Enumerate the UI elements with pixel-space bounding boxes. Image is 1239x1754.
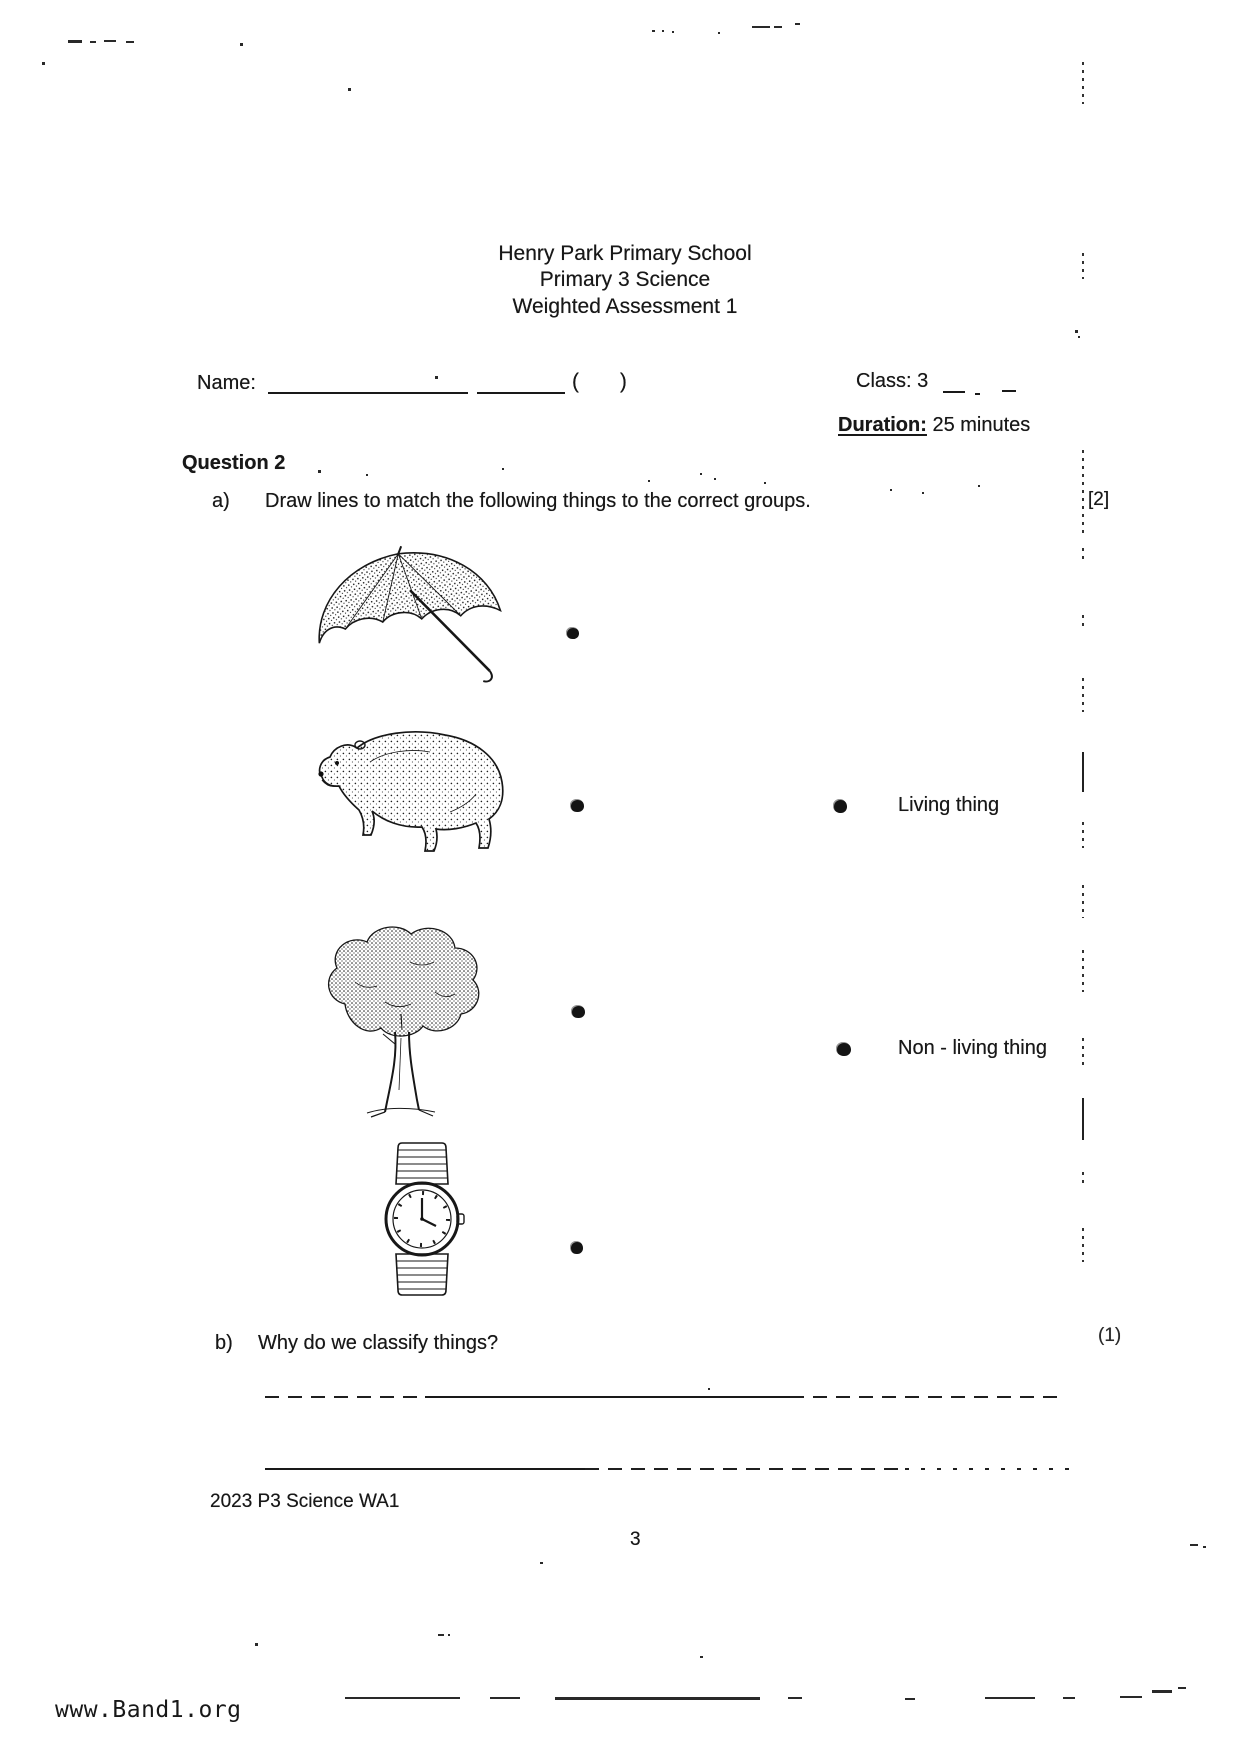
footer-doc-ref: 2023 P3 Science WA1 [210, 1491, 400, 1512]
match-dot-polar-bear [570, 799, 584, 812]
part-a-text: Draw lines to match the following things to the correct groups. [265, 490, 811, 512]
assessment-title: Weighted Assessment 1 [512, 294, 738, 318]
answer-line [905, 1468, 1080, 1470]
watermark-url: www.Band1.org [55, 1697, 242, 1723]
group-label-living: Living thing [898, 794, 1000, 816]
group-dot-living [833, 799, 847, 813]
tree-image [315, 922, 493, 1118]
polar-bear-image [300, 722, 515, 877]
question-title: Question 2 [182, 452, 286, 474]
group-dot-non-living [836, 1042, 851, 1056]
answer-line [425, 1396, 790, 1398]
name-write-line [477, 392, 565, 394]
class-write-line [1002, 390, 1016, 392]
match-dot-wristwatch [570, 1241, 583, 1254]
answer-line [790, 1396, 1065, 1398]
page-header [310, 241, 940, 320]
match-dot-umbrella [566, 627, 579, 639]
part-b-marks: (1) [1098, 1325, 1122, 1346]
duration-value: 25 minutes [926, 414, 1031, 436]
answer-line [265, 1396, 425, 1398]
answer-line [265, 1468, 585, 1470]
duration-line [838, 413, 1030, 438]
umbrella-image [308, 545, 508, 697]
name-write-line [268, 392, 468, 394]
match-dot-tree [571, 1005, 585, 1018]
group-label-non-living: Non - living thing [898, 1037, 1047, 1059]
name-label: Name: [197, 372, 256, 394]
class-write-line [943, 391, 965, 393]
part-a-marks: [2] [1088, 489, 1110, 510]
subject-title: Primary 3 Science [539, 268, 711, 292]
part-b-label: b) [215, 1332, 233, 1354]
class-label: Class: 3 [856, 370, 929, 392]
register-brackets: ( ) [572, 370, 627, 393]
answer-line [585, 1468, 900, 1470]
wristwatch-image [372, 1140, 472, 1298]
duration-label: Duration: [838, 414, 927, 436]
page-number: 3 [630, 1529, 641, 1550]
part-a-label: a) [212, 490, 230, 512]
school-name: Henry Park Primary School [498, 242, 752, 265]
class-write-line [975, 393, 980, 395]
part-b-text: Why do we classify things? [258, 1332, 499, 1354]
